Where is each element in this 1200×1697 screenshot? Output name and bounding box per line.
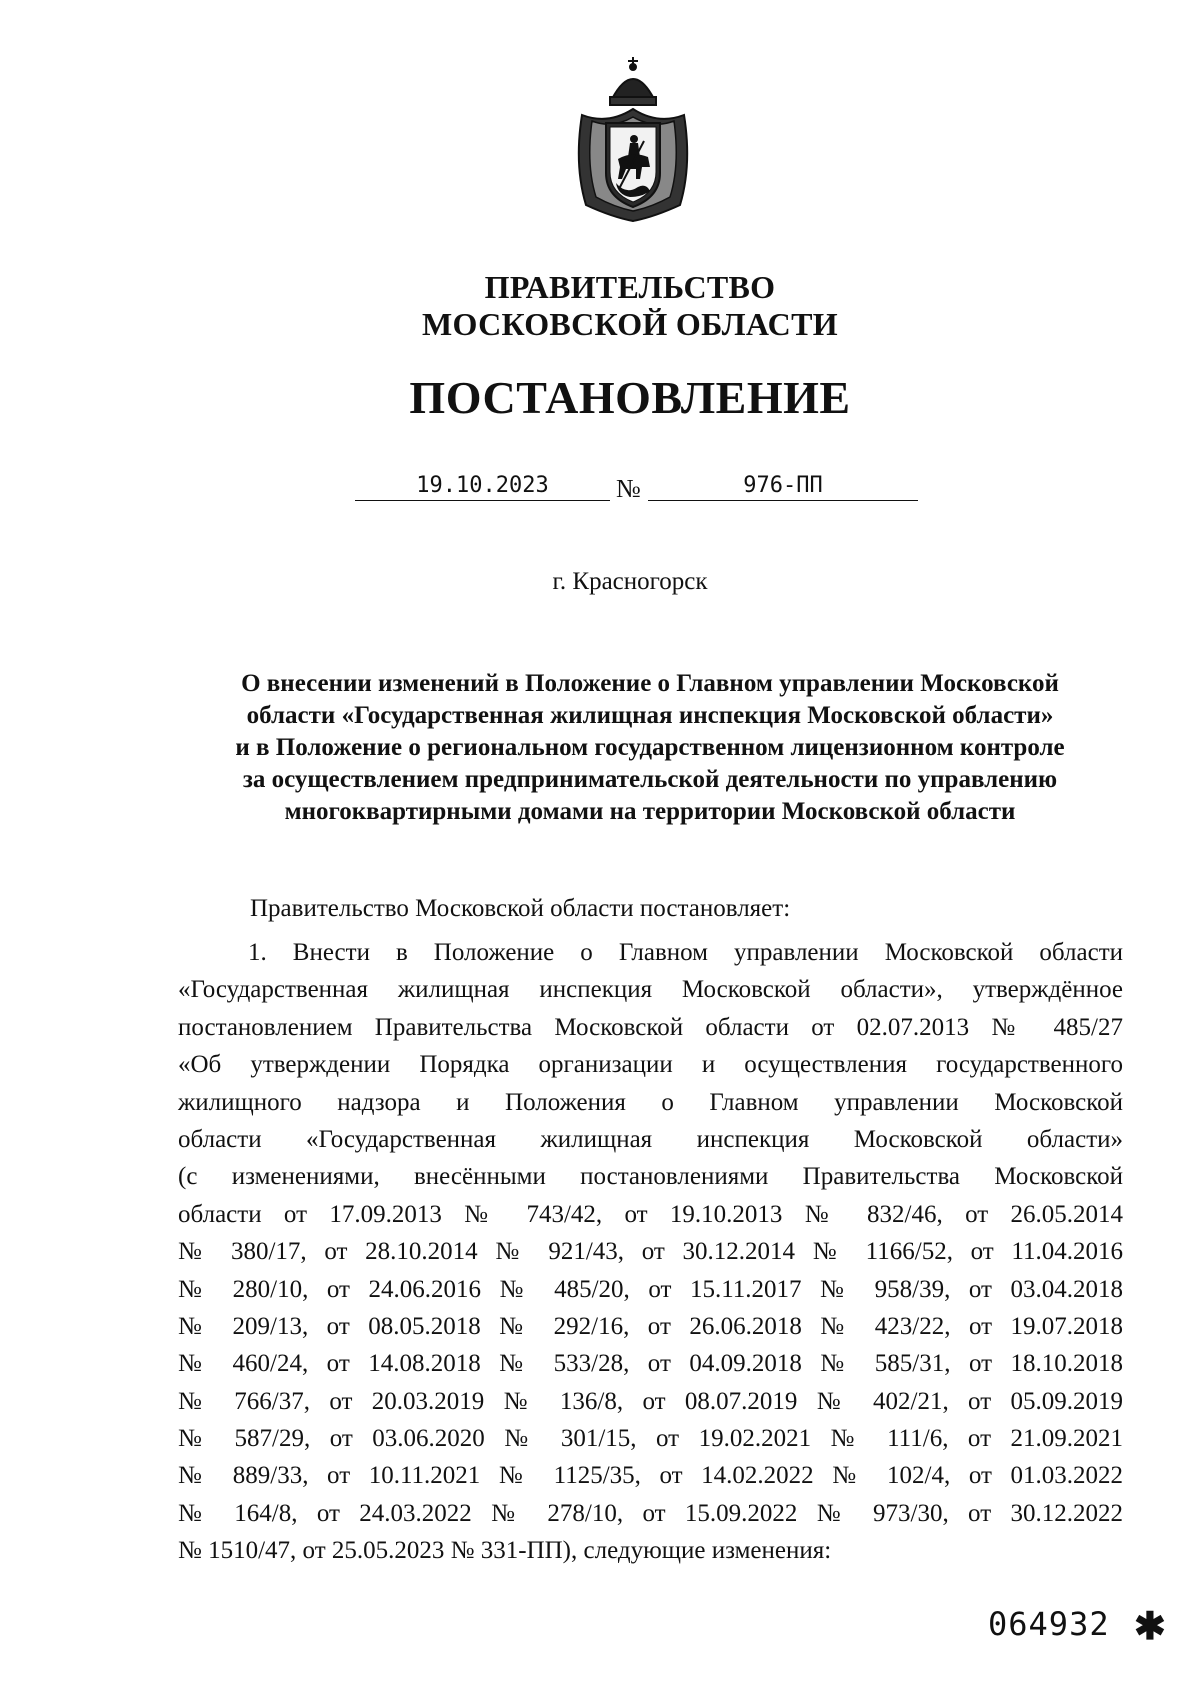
paragraph-line: постановлением Правительства Московской области от 02.07.2013 № 485/27	[178, 1013, 1123, 1041]
paragraph-line: «Государственная жилищная инспекция Московской области», утверждённое	[178, 976, 1123, 1004]
coat-of-arms-icon	[572, 55, 694, 225]
organization-name-line2: МОСКОВСКОЙ ОБЛАСТИ	[422, 306, 838, 342]
city: г. Красногорск	[552, 568, 708, 595]
paragraph-line: № 1510/47, от 25.05.2023 № 331-ПП), следующие изменения:	[178, 1537, 832, 1565]
asterisk-mark-icon: ✱	[1134, 1606, 1166, 1648]
title-line: многоквартирными домами на территории Московской области	[284, 798, 1016, 825]
paragraph-1	[178, 934, 1123, 1570]
paragraph-line: № 766/37, от 20.03.2019 № 136/8, от 08.07.2019 № 402/21, от 05.09.2019	[178, 1387, 1123, 1415]
title-line: и в Положение о региональном государственном лицензионном контроле	[235, 734, 1065, 761]
paragraph-line: № 380/17, от 28.10.2014 № 921/43, от 30.12.2014 № 1166/52, от 11.04.2016	[178, 1238, 1123, 1266]
document-number: 976-ПП	[648, 474, 918, 501]
paragraph-line: № 280/10, от 24.06.2016 № 485/20, от 15.11.2017 № 958/39, от 03.04.2018	[178, 1275, 1123, 1303]
number-sign: №	[616, 474, 641, 503]
paragraph-line: № 889/33, от 10.11.2021 № 1125/35, от 14.02.2022 № 102/4, от 01.03.2022	[178, 1462, 1123, 1490]
title-line: области «Государственная жилищная инспекция Московской области»	[246, 702, 1054, 729]
title-line: О внесении изменений в Положение о Главном управлении Московской	[241, 670, 1059, 697]
paragraph-line: № 460/24, от 14.08.2018 № 533/28, от 04.09.2018 № 585/31, от 18.10.2018	[178, 1350, 1123, 1378]
paragraph-line: области «Государственная жилищная инспекция Московской области»	[178, 1125, 1123, 1153]
crown-icon	[610, 57, 656, 105]
paragraph-line: области от 17.09.2013 № 743/42, от 19.10.2013 № 832/46, от 26.05.2014	[178, 1200, 1123, 1228]
title-line: за осуществлением предпринимательской деятельности по управлению	[242, 766, 1058, 793]
document-type: ПОСТАНОВЛЕНИЕ	[409, 372, 851, 423]
paragraph-line: 1. Внести в Положение о Главном управлении Московской области	[248, 939, 1123, 966]
paragraph-line: № 209/13, от 08.05.2018 № 292/16, от 26.06.2018 № 423/22, от 19.07.2018	[178, 1312, 1123, 1340]
organization-name-line1: ПРАВИТЕЛЬСТВО	[484, 269, 776, 305]
document-date: 19.10.2023	[355, 474, 610, 501]
preamble: Правительство Московской области постановляет:	[250, 895, 791, 922]
serial-number: 064932	[988, 1605, 1110, 1643]
document-title	[180, 668, 1120, 828]
paragraph-line: № 587/29, от 03.06.2020 № 301/15, от 19.02.2021 № 111/6, от 21.09.2021	[178, 1425, 1123, 1453]
paragraph-line: жилищного надзора и Положения о Главном управлении Московской	[178, 1088, 1123, 1116]
paragraph-line: (с изменениями, внесёнными постановлениями Правительства Московской	[178, 1163, 1123, 1191]
paragraph-line: № 164/8, от 24.03.2022 № 278/10, от 15.09.2022 № 973/30, от 30.12.2022	[178, 1499, 1123, 1527]
paragraph-line: «Об утверждении Порядка организации и осуществления государственного	[178, 1051, 1123, 1079]
